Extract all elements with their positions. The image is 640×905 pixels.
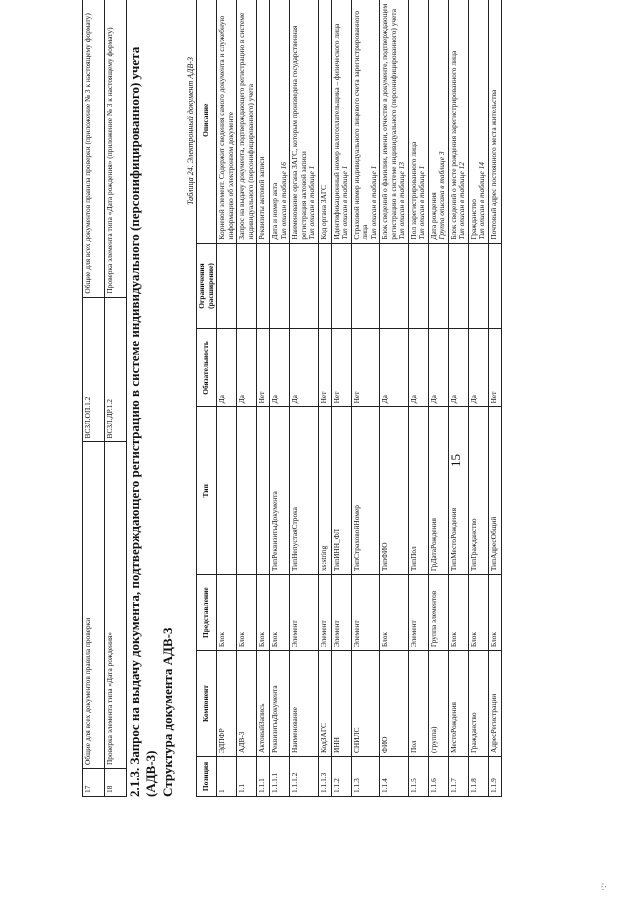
cell-comp: Гражданство: [468, 651, 488, 757]
type-reference: Тип описан в таблице 16: [278, 162, 288, 240]
cell-pos: 1.1.1.1: [270, 757, 290, 797]
type-reference: Группа описана в таблице 3: [437, 151, 447, 240]
cell-repr: Блок: [270, 575, 290, 651]
cell-req: Нет: [351, 329, 380, 407]
table-caption: Таблица 24. Электронный документ АДВ-3: [186, 57, 195, 205]
cell-lim: [408, 243, 428, 329]
description-text: Почтовый адрес постоянного места жительства: [488, 89, 498, 240]
cell-type: ТипИНН_ФЛ: [331, 407, 351, 575]
cell-type: ТипПол: [408, 407, 428, 575]
table-row: [468, 0, 488, 797]
cell-desc: [380, 0, 409, 243]
cell-lim: [351, 243, 380, 329]
table-row: [488, 0, 501, 797]
column-header: Обязательность: [197, 329, 217, 407]
table-row: [331, 0, 351, 797]
cell-desc: [331, 0, 351, 243]
cell-comp: (группа): [428, 651, 448, 757]
cell-desc: [270, 0, 290, 243]
column-header: Позиция: [197, 757, 217, 797]
cell-type: ТипАдресОбщий: [488, 407, 501, 575]
cell-repr: Блок: [380, 575, 409, 651]
column-header: Ограничения (расширение): [197, 243, 217, 329]
cell-comp: Наименование: [290, 651, 319, 757]
cell-desc: Проверка элемента типа «Дата рождения»: [105, 442, 127, 769]
cell-code: ВСЗЛ.ДР.1.2: [105, 297, 127, 442]
cell-type: ТипРеквизитыДокумента: [270, 407, 290, 575]
table-row: [318, 0, 331, 797]
cell-comp: СНИЛС: [351, 651, 380, 757]
cell-comp: АктовыйЗапись: [257, 651, 270, 757]
cell-repr: Блок: [468, 575, 488, 651]
description-text: Идентификационный номер налогоплательщика – физического лица: [331, 23, 341, 240]
cell-type: ТипСтраховойНомер: [351, 407, 380, 575]
table-row: [351, 0, 380, 797]
description-text: Блок сведений о месте рождения зарегистрированного лица: [448, 50, 458, 240]
cell-lim: [318, 243, 331, 329]
cell-desc: [351, 0, 380, 243]
column-header: Тип: [197, 407, 217, 575]
description-text: Реквизиты актовой записи: [257, 156, 267, 240]
cell-pos: 1: [217, 757, 237, 797]
cell-lim: [237, 243, 257, 329]
cell-req: Да: [408, 329, 428, 407]
cell-code: ВСЗЛ.ОП.1.2: [83, 297, 105, 442]
cell-req: Нет: [331, 329, 351, 407]
cell-type: [217, 407, 237, 575]
cell-repr: Блок: [237, 575, 257, 651]
margin-mark: ·:·: [598, 882, 608, 891]
cell-pos: 1.1.6: [428, 757, 448, 797]
cell-req: Нет: [318, 329, 331, 407]
table-row: [83, 0, 105, 797]
cell-lim: [331, 243, 351, 329]
cell-type: ТипНепустаяСтрока: [290, 407, 319, 575]
cell-comp: ФИО: [380, 651, 409, 757]
type-reference: Тип описан в таблице 13: [397, 162, 407, 240]
cell-desc: [488, 0, 501, 243]
cell-type: ГрДатаРождения: [428, 407, 448, 575]
cell-type: xs:string: [318, 407, 331, 575]
structure-subheading: Структура документа АДВ-3: [160, 627, 175, 797]
column-header: Компонент: [197, 651, 217, 757]
page-number: 15: [448, 454, 463, 467]
description-text: Страховой номер индивидуального лицевого счета зарегистрированного лица: [351, 10, 370, 240]
cell-pos: 1.1.3: [351, 757, 380, 797]
cell-repr: Блок: [257, 575, 270, 651]
cell-lim: [257, 243, 270, 329]
cell-desc: [217, 0, 237, 243]
cell-req: Да: [217, 329, 237, 407]
cell-lim: [428, 243, 448, 329]
cell-pos: 1.1: [237, 757, 257, 797]
cell-pos: 1.1.1.3: [318, 757, 331, 797]
cell-type: ТипГражданство: [468, 407, 488, 575]
cell-req: Да: [270, 329, 290, 407]
cell-comp: АдресРегистрации: [488, 651, 501, 757]
cell-repr: Элемент: [408, 575, 428, 651]
cell-req: Нет: [257, 329, 270, 407]
cell-type: ТипФИО: [380, 407, 409, 575]
validation-rules-table: [82, 0, 127, 797]
cell-pos: 1.1.2: [331, 757, 351, 797]
description-text: Гражданство: [468, 199, 478, 240]
cell-comp: АДВ-3: [237, 651, 257, 757]
cell-pos: 1.1.7: [448, 757, 468, 797]
cell-lim: [217, 243, 237, 329]
cell-pos: 1.1.8: [468, 757, 488, 797]
cell-num: 17: [83, 769, 105, 797]
description-text: Пол зарегистрированного лица: [408, 141, 418, 240]
cell-lim: [488, 243, 501, 329]
description-text: Дата рождения: [428, 192, 438, 240]
type-reference: Тип описан в таблице 14: [477, 162, 487, 240]
table-row: [290, 0, 319, 797]
cell-req: Да: [290, 329, 319, 407]
cell-lim: [380, 243, 409, 329]
cell-type: [237, 407, 257, 575]
description-text: Блок сведений о фамилии, имени, отчестве в документе, подтверждающем регистрацию в системе индивидуального (персонифицированного) учета: [380, 3, 398, 240]
cell-repr: Блок: [448, 575, 468, 651]
adv3-structure-table: [196, 0, 502, 797]
cell-desc: [237, 0, 257, 243]
cell-lim: [448, 243, 468, 329]
cell-comp: ЭДПФР: [217, 651, 237, 757]
section-heading: 2.1.3. Запрос на выдачу документа, подтверждающего регистрацию в системе индивидуального (персонифицированного) учета (АДВ-3): [127, 46, 158, 797]
description-text: Корневой элемент. Содержит сведения самого документа и служебную информацию об электронном документе: [217, 15, 235, 240]
cell-desc: [468, 0, 488, 243]
type-reference: Тип описан в таблице 1: [340, 165, 350, 240]
type-reference: Тип описан в таблице 1: [368, 165, 378, 240]
cell-desc: Общие для всех документов правила проверки: [83, 442, 105, 769]
cell-note: Проверка элемента типа «Дата рождения» (приложение № 3 к настоящему формату): [105, 0, 127, 297]
cell-type: ТипМестоРождения: [448, 407, 468, 575]
type-reference: Тип описан в таблице 1: [417, 165, 427, 240]
cell-repr: Элемент: [290, 575, 319, 651]
cell-req: Да: [237, 329, 257, 407]
description-text: Дата и номер акта: [270, 182, 280, 240]
table-row: [257, 0, 270, 797]
table-row: [448, 0, 468, 797]
cell-desc: [408, 0, 428, 243]
cell-lim: [468, 243, 488, 329]
table-row: [237, 0, 257, 797]
cell-pos: 1.1.5: [408, 757, 428, 797]
cell-desc: [290, 0, 319, 243]
cell-req: Да: [428, 329, 448, 407]
cell-pos: 1.1.4: [380, 757, 409, 797]
table-row: [217, 0, 237, 797]
cell-desc: [257, 0, 270, 243]
table-row: [380, 0, 409, 797]
cell-comp: ИНН: [331, 651, 351, 757]
cell-repr: Элемент: [331, 575, 351, 651]
type-reference: Тип описан в таблице 1: [307, 165, 317, 240]
cell-req: Да: [380, 329, 409, 407]
cell-comp: РеквизитыДокумента: [270, 651, 290, 757]
table-row: [270, 0, 290, 797]
cell-desc: [448, 0, 468, 243]
cell-num: 18: [105, 769, 127, 797]
column-header: Представление: [197, 575, 217, 651]
cell-repr: Элемент: [318, 575, 331, 651]
cell-comp: МестоРождения: [448, 651, 468, 757]
column-header: Описание: [197, 0, 217, 243]
cell-comp: Пол: [408, 651, 428, 757]
cell-lim: [290, 243, 319, 329]
cell-req: Да: [468, 329, 488, 407]
description-text: Запрос на выдачу документа, подтверждающего регистрацию в системе индивидуального (персонифицированного) учета: [237, 12, 255, 240]
cell-req: Нет: [488, 329, 501, 407]
table-row: [428, 0, 448, 797]
cell-pos: 1.1.9: [488, 757, 501, 797]
cell-desc: [428, 0, 448, 243]
cell-comp: КодЗАГС: [318, 651, 331, 757]
cell-lim: [270, 243, 290, 329]
cell-repr: Блок: [488, 575, 501, 651]
cell-type: [257, 407, 270, 575]
cell-repr: Группа элементов: [428, 575, 448, 651]
cell-pos: 1.1.1.2: [290, 757, 319, 797]
cell-pos: 1.1.1: [257, 757, 270, 797]
table-row: [105, 0, 127, 797]
description-text: Наименование органа ЗАГС, которым произведена государственная регистрация актовой записи: [290, 25, 308, 240]
table-row: [408, 0, 428, 797]
cell-repr: Элемент: [351, 575, 380, 651]
type-reference: Тип описан в таблице 12: [457, 162, 467, 240]
cell-req: Да: [448, 329, 468, 407]
cell-note: Общие для всех документов правила проверки (приложение № 3 к настоящему формату): [83, 0, 105, 297]
cell-desc: [318, 0, 331, 243]
description-text: Код органа ЗАГС: [318, 185, 328, 240]
cell-repr: Блок: [217, 575, 237, 651]
